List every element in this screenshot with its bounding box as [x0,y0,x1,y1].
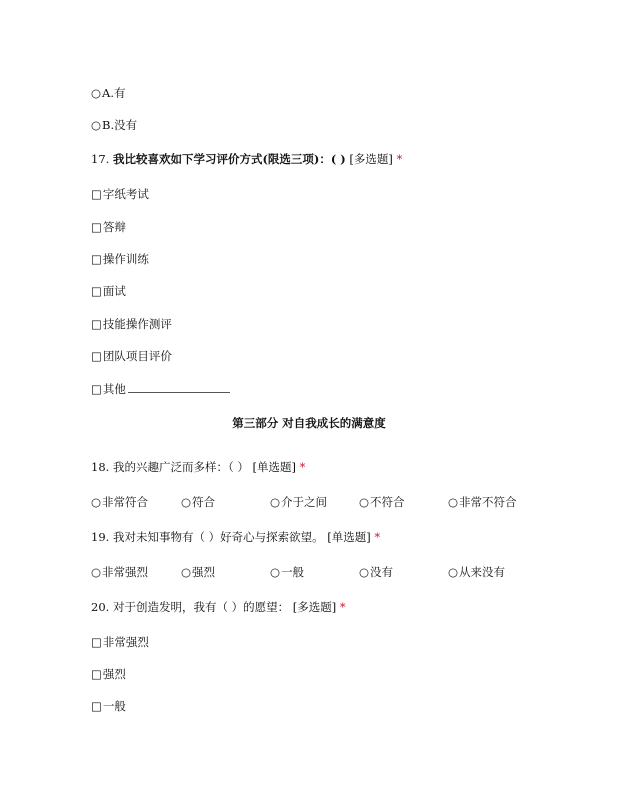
checkbox-icon: □ [91,220,102,234]
checkbox-icon: □ [91,252,102,266]
radio-icon: ○ [448,495,459,509]
q20-option-1[interactable] [91,635,149,649]
option-label: 团队项目评价 [102,349,172,363]
other-blank-field[interactable] [128,382,230,393]
q17-option-1[interactable] [91,187,149,201]
option-label: 一般 [102,699,126,713]
q17-option-4[interactable] [91,284,126,298]
q19-option-2[interactable] [181,565,215,579]
question-text: 我的兴趣广泛而多样：（ ） [112,460,249,474]
q19-option-5[interactable] [448,565,505,579]
required-asterisk: * [299,460,306,474]
option-label: 字纸考试 [102,187,149,201]
checkbox-icon: □ [91,317,102,331]
option-label: 操作训练 [102,252,149,266]
radio-icon: ○ [181,565,192,579]
checkbox-icon: □ [91,382,102,396]
q20-option-2[interactable] [91,667,126,681]
option-label: 不符合 [370,495,405,509]
option-label: 从来没有 [459,565,506,579]
required-asterisk: * [396,152,403,166]
option-label: 符合 [192,495,216,509]
option-label: A.有 [102,86,126,100]
option-label: 非常强烈 [102,635,149,649]
q18-option-1[interactable] [91,495,148,509]
q17-option-6[interactable] [91,349,172,363]
option-label: 其他 [102,382,126,396]
option-label: 一般 [281,565,305,579]
section-title: 第三部分 对自我成长的满意度 [232,416,386,430]
question-number: 19. [91,530,110,544]
radio-icon: ○ [181,495,192,509]
q18-option-3[interactable] [270,495,327,509]
option-label: 非常不符合 [459,495,517,509]
question-20 [91,600,346,614]
required-asterisk: * [339,600,346,614]
question-number: 18. [91,460,110,474]
q18-option-5[interactable] [448,495,517,509]
option-label: 没有 [370,565,394,579]
radio-icon: ○ [91,86,102,100]
radio-icon: ○ [270,495,281,509]
checkbox-icon: □ [91,667,102,681]
q19-option-1[interactable] [91,565,148,579]
checkbox-icon: □ [91,635,102,649]
q16-option-a[interactable] [91,86,126,100]
radio-icon: ○ [359,565,370,579]
question-17 [91,152,402,166]
required-asterisk: * [374,530,381,544]
checkbox-icon: □ [91,699,102,713]
q17-option-3[interactable] [91,252,149,266]
question-type: [单选题] [252,460,296,474]
q16-option-b[interactable] [91,118,137,132]
checkbox-icon: □ [91,187,102,201]
option-label: 面试 [102,284,126,298]
radio-icon: ○ [359,495,370,509]
q18-option-2[interactable] [181,495,215,509]
q17-option-7[interactable] [91,382,230,396]
q20-option-3[interactable] [91,699,126,713]
question-19 [91,530,380,544]
option-label: 非常符合 [102,495,149,509]
radio-icon: ○ [91,565,102,579]
radio-icon: ○ [91,495,102,509]
option-label: 非常强烈 [102,565,149,579]
checkbox-icon: □ [91,349,102,363]
question-text: 我比较喜欢如下学习评价方式(限选三项)：( ) [112,152,346,166]
question-type: [单选题] [327,530,371,544]
question-number: 20. [91,600,110,614]
option-label: B.没有 [102,118,138,132]
q17-option-2[interactable] [91,220,126,234]
q19-option-3[interactable] [270,565,304,579]
question-text: 对于创造发明，我有（ ）的愿望： [112,600,290,614]
question-18 [91,460,305,474]
q18-option-4[interactable] [359,495,405,509]
option-label: 答辩 [102,220,126,234]
q19-option-4[interactable] [359,565,393,579]
option-label: 介于之间 [281,495,328,509]
checkbox-icon: □ [91,284,102,298]
question-type: [多选题] [349,152,393,166]
question-number: 17. [91,152,110,166]
option-label: 技能操作测评 [102,317,172,331]
radio-icon: ○ [448,565,459,579]
q17-option-5[interactable] [91,317,172,331]
radio-icon: ○ [270,565,281,579]
option-label: 强烈 [192,565,216,579]
radio-icon: ○ [91,118,102,132]
question-text: 我对未知事物有（ ）好奇心与探索欲望。 [112,530,324,544]
question-type: [多选题] [292,600,337,614]
option-label: 强烈 [102,667,126,681]
